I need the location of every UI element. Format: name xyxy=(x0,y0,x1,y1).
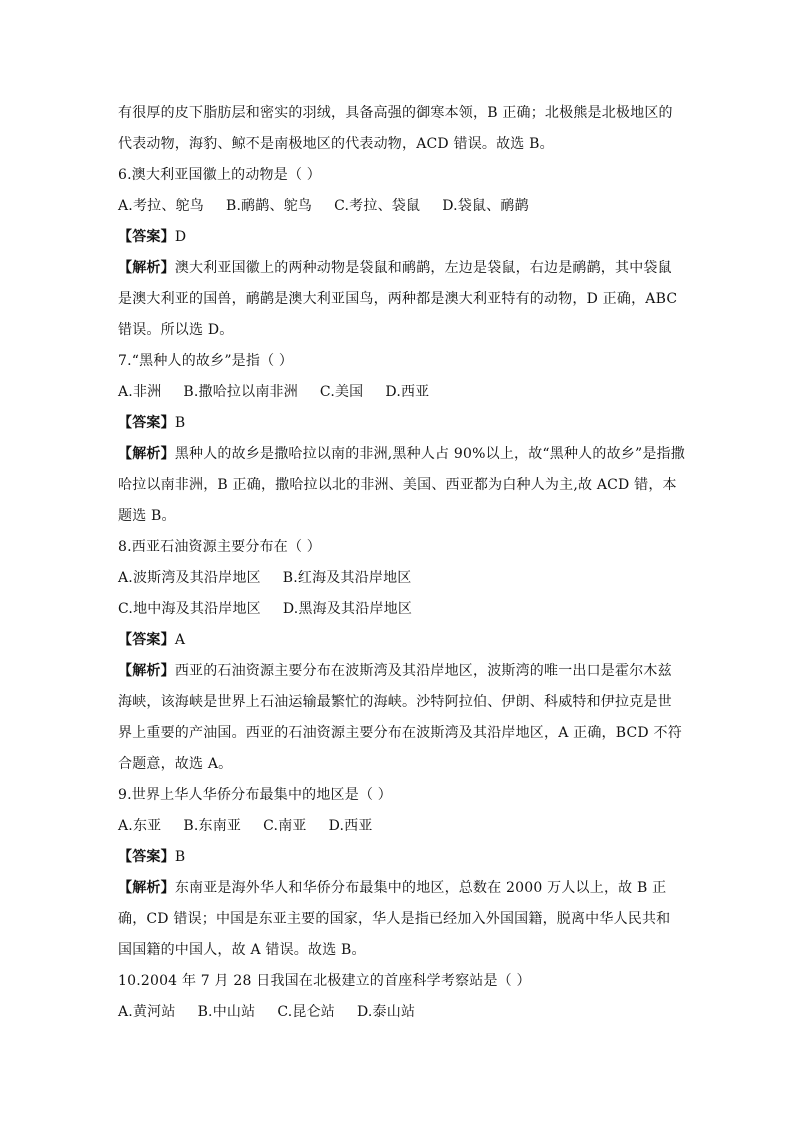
option-a: A.非洲 xyxy=(118,384,162,400)
analysis-line: 错误。所以选 D。 xyxy=(118,322,234,338)
question-stem: 6.澳大利亚国徽上的动物是（ ） xyxy=(118,167,322,183)
question-options xyxy=(118,191,678,222)
option-d: D.袋鼠、鸸鹋 xyxy=(442,198,529,214)
answer-value: D xyxy=(174,229,187,245)
analysis-text: 澳大利亚国徽上的两种动物是袋鼠和鸸鹋，左边是袋鼠，右边是鸸鹋，其中袋鼠 xyxy=(174,260,672,276)
option-d: D.黑海及其沿岸地区 xyxy=(282,601,413,617)
answer-value: B xyxy=(174,849,186,865)
option-c: C.地中海及其沿岸地区 xyxy=(118,601,261,617)
question-stem: 10.2004 年 7 月 28 日我国在北极建立的首座科学考察站是（ ） xyxy=(118,973,531,989)
analysis-tag: 【解析】 xyxy=(118,446,175,462)
analysis-tag: 【解析】 xyxy=(118,663,175,679)
analysis-line: 哈拉以南非洲，B 正确，撒哈拉以北的非洲、美国、西亚都为白种人为主,故 ACD 错，本 xyxy=(118,477,677,493)
option-a: A.东亚 xyxy=(118,818,162,834)
question-stem: 9.世界上华人华侨分布最集中的地区是（ ） xyxy=(118,787,393,803)
answer-tag: 【答案】 xyxy=(118,415,175,431)
answer-tag: 【答案】 xyxy=(118,229,175,245)
option-a: A.考拉、鸵鸟 xyxy=(118,198,204,214)
analysis-line xyxy=(118,656,678,687)
option-b: B.东南亚 xyxy=(183,818,242,834)
question-stem: 8.西亚石油资源主要分布在（ ） xyxy=(118,539,322,555)
analysis-tag: 【解析】 xyxy=(118,880,175,896)
answer-value: A xyxy=(174,632,186,648)
intro-line: 代表动物，海豹、鲸不是南极地区的代表动物，ACD 错误。故选 B。 xyxy=(118,136,554,152)
option-b: B.撒哈拉以南非洲 xyxy=(183,384,298,400)
option-a: A.波斯湾及其沿岸地区 xyxy=(118,570,261,586)
analysis-text: 黑种人的故乡是撒哈拉以南的非洲,黑种人占 90%以上，故“黑种人的故乡”是指撒 xyxy=(174,446,685,462)
option-b: B.红海及其沿岸地区 xyxy=(282,570,412,586)
answer-line xyxy=(118,408,678,439)
answer-tag: 【答案】 xyxy=(118,849,175,865)
option-d: D.西亚 xyxy=(328,818,373,834)
analysis-text: 西亚的石油资源主要分布在波斯湾及其沿岸地区，波斯湾的唯一出口是霍尔木兹 xyxy=(174,663,672,679)
document-page xyxy=(118,98,685,1028)
answer-line xyxy=(118,222,678,253)
option-c: C.考拉、袋鼠 xyxy=(334,198,421,214)
analysis-tag: 【解析】 xyxy=(118,260,175,276)
option-c: C.南亚 xyxy=(263,818,307,834)
analysis-line xyxy=(118,253,678,284)
analysis-line: 题选 B。 xyxy=(118,508,176,524)
option-c: C.昆仑站 xyxy=(277,1004,335,1020)
question-options xyxy=(118,811,678,842)
option-b: B.鸸鹋、鸵鸟 xyxy=(225,198,313,214)
analysis-text: 东南亚是海外华人和华侨分布最集中的地区，总数在 2000 万人以上，故 B 正 xyxy=(174,880,667,896)
answer-line xyxy=(118,625,678,656)
answer-tag: 【答案】 xyxy=(118,632,175,648)
analysis-line xyxy=(118,439,685,470)
question-options xyxy=(118,997,678,1028)
question-stem: 7.“黑种人的故乡”是指（ ） xyxy=(118,353,294,369)
option-d: D.西亚 xyxy=(385,384,430,400)
question-options xyxy=(118,377,678,408)
analysis-line xyxy=(118,873,678,904)
analysis-line: 界上重要的产油国。西亚的石油资源主要分布在波斯湾及其沿岸地区，A 正确，BCD 不符 xyxy=(118,725,682,741)
analysis-line: 是澳大利亚的国兽，鸸鹋是澳大利亚国鸟，两种都是澳大利亚特有的动物，D 正确，ABC xyxy=(118,291,678,307)
option-a: A.黄河站 xyxy=(118,1004,176,1020)
analysis-line: 合题意，故选 A。 xyxy=(118,756,233,772)
option-d: D.泰山站 xyxy=(356,1004,416,1020)
question-options xyxy=(118,594,678,625)
analysis-line: 国国籍的中国人，故 A 错误。故选 B。 xyxy=(118,942,366,958)
option-b: B.中山站 xyxy=(197,1004,256,1020)
answer-line xyxy=(118,842,678,873)
answer-value: B xyxy=(174,415,186,431)
analysis-line: 确，CD 错误；中国是东亚主要的国家，华人是指已经加入外国国籍，脱离中华人民共和 xyxy=(118,911,671,927)
option-c: C.美国 xyxy=(319,384,364,400)
analysis-line: 海峡，该海峡是世界上石油运输最繁忙的海峡。沙特阿拉伯、伊朗、科威特和伊拉克是世 xyxy=(118,694,672,710)
intro-line: 有很厚的皮下脂肪层和密实的羽绒，具备高强的御寒本领，B 正确；北极熊是北极地区的 xyxy=(118,105,673,121)
question-options xyxy=(118,563,678,594)
